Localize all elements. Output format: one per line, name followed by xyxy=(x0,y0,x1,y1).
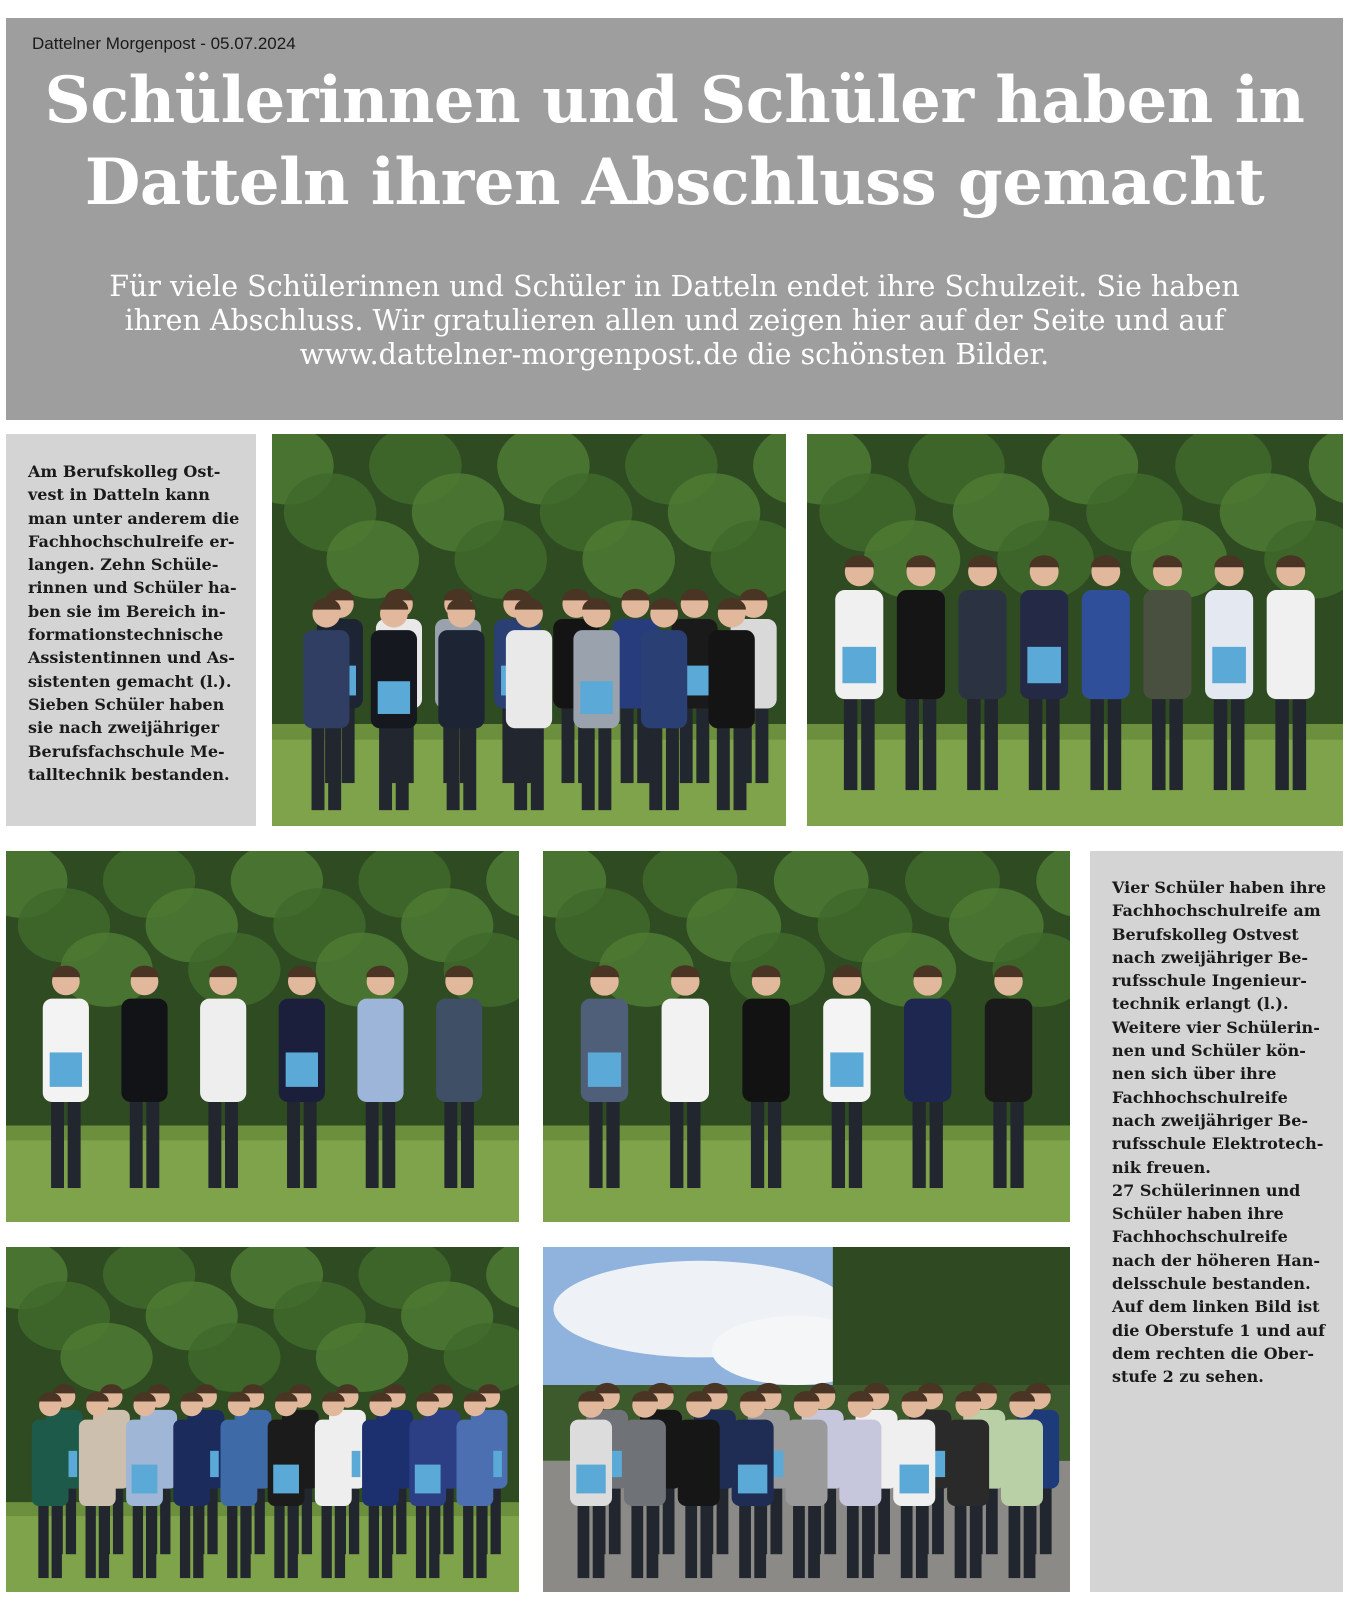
caption-right xyxy=(1090,851,1343,1592)
photo-scene xyxy=(272,434,786,826)
photo-oberstufe-2 xyxy=(543,1247,1070,1592)
caption-left-text: Am Berufskolleg Ost- vest in Datteln kann man unter anderem die Fachhochschulreife er- langen. Zehn Schüle- rinnen und Schüler ha- ben sie im Bereich in- formationstechnische Assistentinnen und As- sistenten gemacht (l.). Sieben Schüler haben sie nach zweijähriger Berufsfachschule Me- talltechnik bestanden. xyxy=(28,462,240,784)
caption-right-text: Vier Schüler haben ihre Fachhochschulreife am Berufskolleg Ostvest nach zweijähriger Be- rufsschule Ingenieur- technik erlangt (l.). Weitere vier Schülerin- nen und Schüler kön- nen sich über ihre Fachhochschulreife nach zweijähriger Be- rufsschule Elektrotech- nik freuen. 27 Schülerinnen und Schüler haben ihre Fachhochschulreife nach der höheren Han- delsschule bestanden. Auf dem linken Bild ist die Oberstufe 1 und auf dem rechten die Ober- stufe 2 zu sehen. xyxy=(1112,878,1327,1387)
photo-engineering xyxy=(6,851,519,1222)
photo-scene xyxy=(543,851,1070,1222)
headline xyxy=(6,60,1343,224)
photo-it-assistants xyxy=(272,434,786,826)
source-line: Dattelner Morgenpost - 05.07.2024 xyxy=(32,34,296,53)
photo-metal-tech xyxy=(807,434,1343,826)
header-banner xyxy=(6,18,1343,420)
headline-line-1: Schülerinnen und Schüler haben in xyxy=(44,63,1305,138)
photo-electrical xyxy=(543,851,1070,1222)
photo-scene xyxy=(6,1247,519,1592)
photo-scene xyxy=(6,851,519,1222)
photo-scene xyxy=(807,434,1343,826)
headline-line-2: Datteln ihren Abschluss gemacht xyxy=(84,145,1265,220)
caption-left xyxy=(6,434,256,826)
lead-text: Für viele Schülerinnen und Schüler in Datteln endet ihre Schulzeit. Sie haben ihren Abschluss. Wir gratulieren allen und zeigen hier auf der Seite und auf www.dattelner-morgenpost.de die schönsten Bilder. xyxy=(109,270,1240,371)
photo-oberstufe-1 xyxy=(6,1247,519,1592)
photo-scene xyxy=(543,1247,1070,1592)
